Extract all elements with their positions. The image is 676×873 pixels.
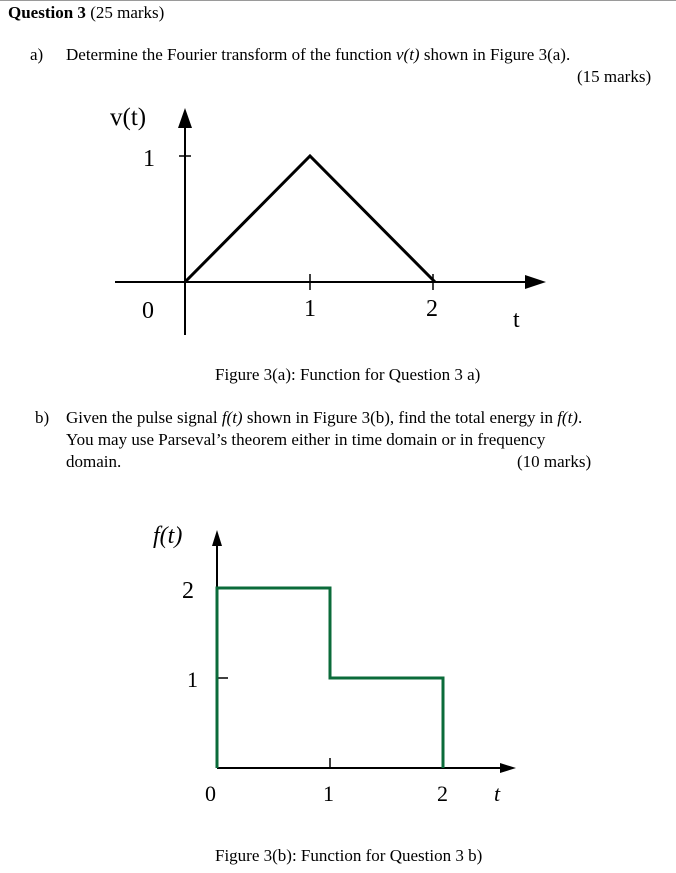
figure-a-caption: Figure 3(a): Function for Question 3 a) xyxy=(215,365,481,384)
figure-b-origin-label: 0 xyxy=(205,781,216,806)
top-rule xyxy=(0,0,676,1)
figure-b-x-axis-label: t xyxy=(494,781,501,806)
figure-b-y-tick-label-2: 2 xyxy=(182,578,194,604)
figure-a-origin-label: 0 xyxy=(142,298,154,324)
figure-a-x-arrow-icon xyxy=(525,275,546,289)
figure-a-signal-line xyxy=(185,156,435,282)
figure-a-x-tick-label-2: 2 xyxy=(426,296,438,322)
question-total-marks: (25 marks) xyxy=(90,3,165,22)
part-a-marks: (15 marks) xyxy=(577,67,652,86)
figure-a-x-axis-label: t xyxy=(513,307,520,333)
figure-a-plot xyxy=(0,90,676,360)
part-a-text-after: shown in Figure 3(a). xyxy=(419,45,571,64)
figure-b-x-tick-label-2: 2 xyxy=(437,781,448,806)
figure-b-y-axis-label: f(t) xyxy=(153,523,183,549)
part-b-line-3: domain. xyxy=(66,452,122,471)
part-a-text xyxy=(66,45,570,65)
part-a-text-before: Determine the Fourier transform of the function xyxy=(66,45,396,64)
figure-b-y-arrow-icon xyxy=(212,530,222,546)
part-b-line-1-italic-2: f(t) xyxy=(557,408,578,427)
figure-b-y-tick-label-1: 1 xyxy=(187,667,198,692)
part-a-label: a) xyxy=(30,45,44,64)
figure-b-caption: Figure 3(b): Function for Question 3 b) xyxy=(215,846,483,865)
figure-b-plot xyxy=(0,515,676,815)
part-b-label: b) xyxy=(35,408,50,427)
figure-a-y-arrow-icon xyxy=(178,108,192,128)
figure-a-y-axis-label: v(t) xyxy=(110,104,147,131)
question-title xyxy=(8,3,164,23)
figure-b-x-arrow-icon xyxy=(500,763,516,773)
part-b-line-2: You may use Parseval’s theorem either in time domain or in frequency xyxy=(66,430,546,449)
figure-a-y-tick-label: 1 xyxy=(143,146,155,172)
part-b-line-1 xyxy=(66,408,582,428)
part-a-text-italic: v(t) xyxy=(395,45,420,64)
figure-b-x-tick-label-1: 1 xyxy=(323,781,334,806)
part-b-line-1-italic: f(t) xyxy=(221,408,243,427)
part-b-line-1-middle: shown in Figure 3(b), find the total energy in xyxy=(242,408,558,427)
question-number: Question 3 xyxy=(8,3,86,22)
part-b-line-1-before: Given the pulse signal xyxy=(66,408,222,427)
figure-b-signal-line xyxy=(217,588,443,768)
part-b-marks: (10 marks) xyxy=(517,452,592,471)
figure-a-x-tick-label-1: 1 xyxy=(304,296,316,322)
part-b-line-1-end: . xyxy=(577,408,583,427)
